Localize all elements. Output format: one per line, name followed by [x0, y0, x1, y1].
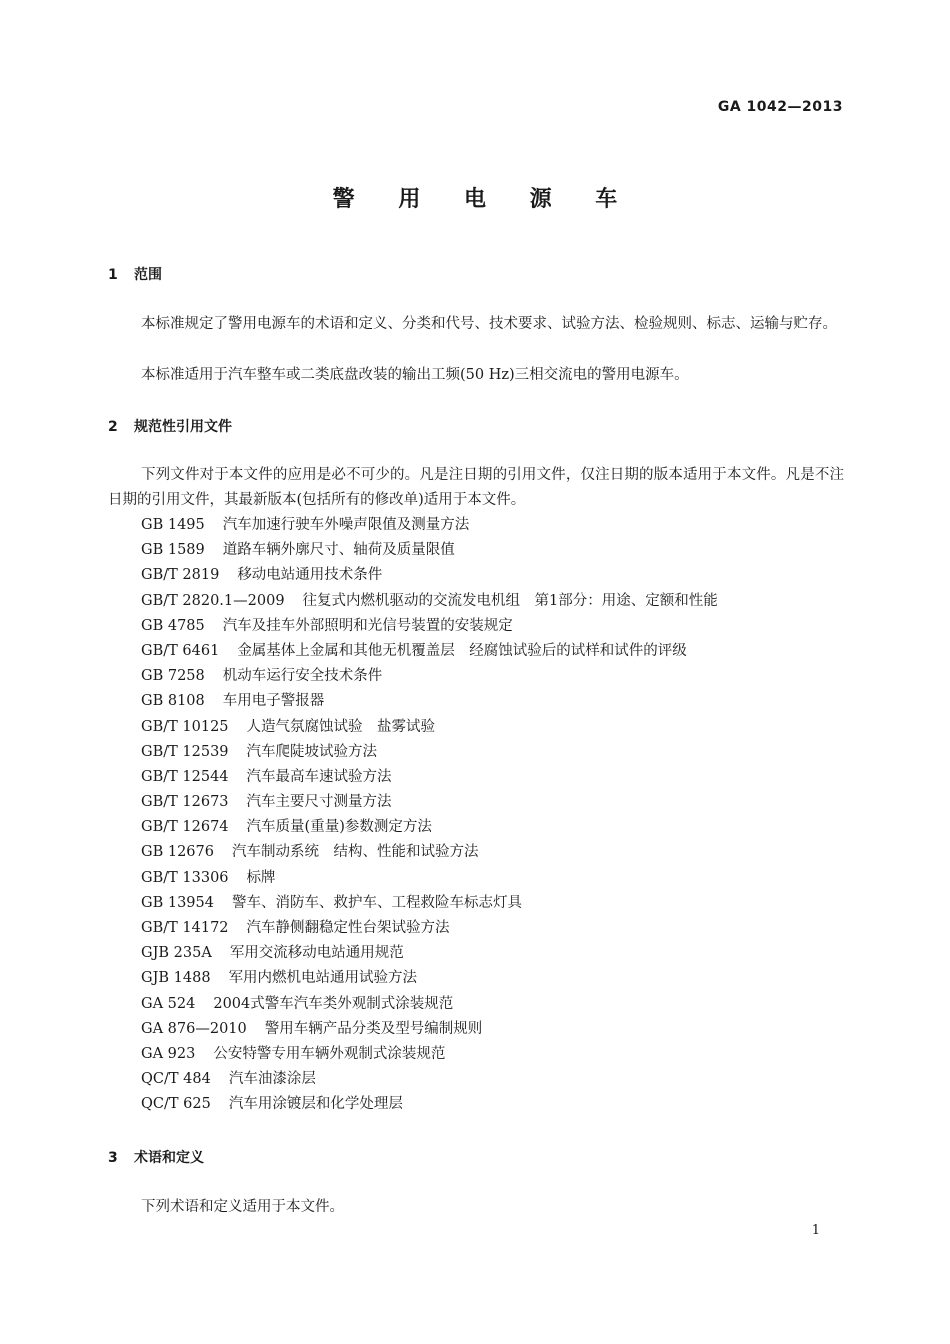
terms-intro-paragraph: 下列术语和定义适用于本文件。 — [141, 1199, 344, 1215]
reference-item — [141, 1067, 718, 1092]
reference-item — [141, 1042, 718, 1067]
reference-code: GB 1589 — [141, 542, 205, 559]
section-title: 术语和定义 — [134, 1150, 204, 1166]
reference-title: 金属基体上金属和其他无机覆盖层 经腐蚀试验后的试样和试件的评级 — [237, 642, 687, 659]
reference-title: 往复式内燃机驱动的交流发电机组 第1部分：用途、定额和性能 — [302, 592, 718, 609]
reference-code: GJB 1488 — [141, 970, 211, 987]
reference-item — [141, 689, 718, 714]
reference-item — [141, 1092, 718, 1117]
section-title: 范围 — [134, 267, 162, 283]
reference-item — [141, 589, 718, 614]
reference-item — [141, 563, 718, 588]
reference-title: 汽车爬陡坡试验方法 — [246, 743, 378, 760]
reference-item — [141, 866, 718, 891]
reference-code: GB/T 6461 — [141, 642, 220, 659]
reference-code: GA 524 — [141, 995, 196, 1012]
reference-code: GB/T 2819 — [141, 567, 220, 584]
reference-code: GB 7258 — [141, 668, 205, 685]
page-number: 1 — [811, 1223, 820, 1238]
reference-item — [141, 790, 718, 815]
standard-code: GA 1042—2013 — [717, 99, 843, 115]
reference-code: GB 8108 — [141, 693, 205, 710]
reference-title: 人造气氛腐蚀试验 盐雾试验 — [246, 718, 436, 735]
reference-title: 汽车及挂车外部照明和光信号装置的安装规定 — [222, 617, 513, 634]
reference-code: GB/T 12539 — [141, 743, 229, 760]
reference-title: 军用交流移动电站通用规范 — [229, 945, 404, 962]
reference-code: GB 4785 — [141, 617, 205, 634]
reference-item — [141, 891, 718, 916]
reference-title: 2004式警车汽车类外观制式涂装规范 — [213, 995, 454, 1012]
reference-title: 道路车辆外廓尺寸、轴荷及质量限值 — [222, 542, 455, 559]
reference-title: 汽车用涂镀层和化学处理层 — [228, 1096, 403, 1113]
reference-code: GB 1495 — [141, 517, 205, 533]
reference-title: 警车、消防车、救护车、工程救险车标志灯具 — [231, 894, 522, 911]
reference-item — [141, 1017, 718, 1042]
reference-code: GB/T 12673 — [141, 794, 229, 811]
reference-code: QC/T 625 — [141, 1096, 211, 1113]
reference-code: GA 876—2010 — [141, 1020, 247, 1037]
reference-code: GB/T 14172 — [141, 920, 229, 936]
reference-title: 机动车运行安全技术条件 — [222, 668, 383, 685]
reference-title: 军用内燃机电站通用试验方法 — [228, 970, 418, 987]
reference-code: GB/T 12544 — [141, 768, 229, 785]
reference-title: 汽车最高车速试验方法 — [246, 768, 392, 785]
scope-paragraph-2: 本标准适用于汽车整车或二类底盘改装的输出工频(50 Hz)三相交流电的警用电源车。 — [141, 367, 689, 383]
section-heading-scope — [108, 264, 162, 284]
section-title: 规范性引用文件 — [134, 419, 232, 435]
section-number: 2 — [108, 419, 118, 435]
reference-item — [141, 941, 718, 966]
reference-title: 移动电站通用技术条件 — [237, 567, 383, 584]
reference-item — [141, 639, 718, 664]
reference-title: 汽车静侧翻稳定性台架试验方法 — [246, 920, 450, 936]
reference-item — [141, 664, 718, 689]
reference-code: GB/T 2820.1—2009 — [141, 592, 285, 609]
reference-item — [141, 740, 718, 765]
reference-title: 公安特警专用车辆外观制式涂装规范 — [213, 1045, 446, 1062]
scope-paragraph-1: 本标准规定了警用电源车的术语和定义、分类和代号、技术要求、试验方法、检验规则、标志、运输与贮存。 — [141, 316, 837, 332]
reference-title: 汽车制动系统 结构、性能和试验方法 — [231, 844, 479, 861]
reference-item — [141, 765, 718, 790]
reference-code: GB/T 12674 — [141, 819, 229, 836]
reference-title: 汽车主要尺寸测量方法 — [246, 794, 392, 811]
reference-code: GB 12676 — [141, 844, 214, 861]
reference-title: 车用电子警报器 — [222, 693, 325, 710]
reference-list — [141, 513, 718, 1118]
reference-title: 标牌 — [246, 869, 276, 886]
section-heading-references — [108, 416, 232, 436]
reference-code: QC/T 484 — [141, 1071, 211, 1088]
reference-item — [141, 992, 718, 1017]
reference-item — [141, 840, 718, 865]
reference-title: 汽车加速行驶车外噪声限值及测量方法 — [222, 517, 470, 533]
reference-item — [141, 538, 718, 563]
reference-title: 警用车辆产品分类及型号编制规则 — [264, 1020, 483, 1037]
reference-item — [141, 715, 718, 740]
reference-title: 汽车质量(重量)参数测定方法 — [246, 819, 432, 836]
reference-title: 汽车油漆涂层 — [228, 1071, 316, 1088]
reference-code: GB 13954 — [141, 894, 214, 911]
section-number: 3 — [108, 1150, 118, 1166]
reference-code: GB/T 13306 — [141, 869, 229, 886]
reference-code: GA 923 — [141, 1045, 196, 1062]
reference-item — [141, 916, 718, 941]
section-number: 1 — [108, 267, 118, 283]
reference-code: GB/T 10125 — [141, 718, 229, 735]
document-title: 警 用 电 源 车 — [332, 187, 636, 212]
reference-item — [141, 513, 718, 538]
reference-code: GJB 235A — [141, 945, 212, 962]
reference-item — [141, 614, 718, 639]
reference-item — [141, 966, 718, 991]
reference-item — [141, 815, 718, 840]
references-intro-paragraph: 下列文件对于本文件的应用是必不可少的。凡是注日期的引用文件，仅注日期的版本适用于本文件。凡是不注日期的引用文件，其最新版本(包括所有的修改单)适用于本文件。 — [108, 467, 844, 508]
section-heading-terms — [108, 1147, 204, 1167]
